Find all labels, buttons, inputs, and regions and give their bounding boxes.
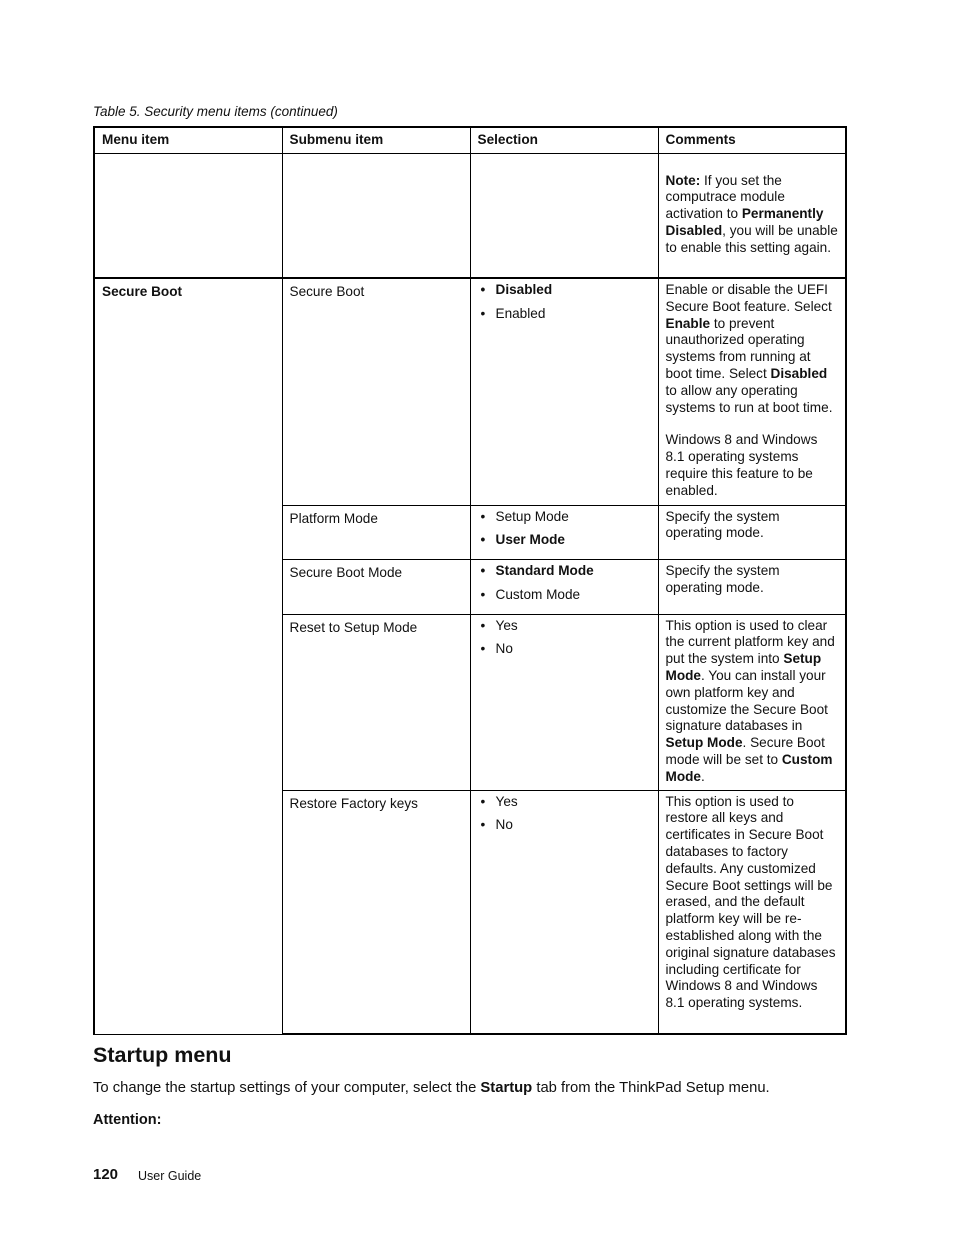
section-title: Startup menu bbox=[93, 1043, 232, 1067]
page-number: 120 bbox=[93, 1166, 119, 1183]
security-menu-table bbox=[93, 126, 847, 1035]
list-item: • Custom Mode bbox=[478, 587, 651, 604]
section-intro bbox=[93, 1080, 770, 1096]
cell-empty bbox=[94, 153, 282, 278]
cell-submenu: Platform Mode bbox=[282, 505, 470, 560]
header-submenu-item: Submenu item bbox=[282, 127, 470, 153]
cell-selection bbox=[470, 505, 658, 560]
list-item: • No bbox=[478, 817, 651, 834]
header-selection: Selection bbox=[470, 127, 658, 153]
cell-submenu: Reset to Setup Mode bbox=[282, 614, 470, 790]
comment-bold: Setup Mode bbox=[665, 651, 822, 684]
list-item: • Yes bbox=[478, 794, 651, 811]
cell-comment bbox=[658, 614, 846, 790]
note-label: Note: bbox=[665, 172, 701, 188]
note-text-end: , you will be unable to enable this setting again. bbox=[665, 222, 838, 255]
list-item: • No bbox=[478, 641, 651, 658]
comment-bold: Disabled bbox=[770, 365, 828, 381]
note-text: If you set the computrace module activation to bbox=[665, 172, 785, 222]
comment-text: to prevent unauthorized operating systems from running at boot time. Select bbox=[665, 315, 811, 381]
comment-bold: Enable bbox=[665, 315, 711, 331]
table-caption: Table 5. Security menu items (continued) bbox=[93, 104, 338, 119]
comment-paragraph bbox=[666, 282, 839, 416]
attention-label: Attention: bbox=[93, 1112, 162, 1128]
cell-comment-note bbox=[658, 153, 846, 278]
list-item: • Standard Mode bbox=[478, 563, 651, 580]
cell-selection bbox=[470, 560, 658, 615]
footer-doc-title: User Guide bbox=[138, 1169, 202, 1183]
header-comments: Comments bbox=[658, 127, 846, 153]
table-row-continued bbox=[94, 153, 846, 278]
comment-paragraph: Windows 8 and Windows 8.1 operating systems require this feature to be enabled. bbox=[665, 432, 818, 498]
comment-text: . bbox=[701, 768, 705, 784]
comment-text: . You can install your own platform key and customize the Secure Boot signature databases in bbox=[665, 668, 828, 734]
cell-comment bbox=[658, 278, 846, 505]
comment-text: . Secure Boot mode will be set to bbox=[665, 735, 825, 768]
intro-text-end: tab from the ThinkPad Setup menu. bbox=[532, 1080, 770, 1096]
note-bold: Permanently Disabled bbox=[665, 206, 824, 238]
list-item: • User Mode bbox=[478, 532, 651, 549]
cell-selection bbox=[470, 790, 658, 1034]
table-header-row bbox=[94, 127, 846, 153]
list-item: • Yes bbox=[478, 618, 651, 635]
list-item: • Setup Mode bbox=[478, 509, 651, 526]
cell-comment: Specify the system operating mode. bbox=[658, 505, 846, 560]
comment-text: Enable or disable the UEFI Secure Boot feature. Select bbox=[665, 282, 832, 314]
comment-text: This option is used to clear the current platform key and put the system into bbox=[665, 617, 835, 667]
intro-bold: Startup bbox=[480, 1080, 533, 1096]
comment-text: to allow any operating systems to run at boot time. bbox=[665, 382, 833, 415]
header-menu-item: Menu item bbox=[94, 127, 282, 153]
list-item: • Enabled bbox=[478, 306, 651, 323]
cell-submenu: Secure Boot bbox=[282, 278, 470, 505]
list-item: • Disabled bbox=[478, 282, 651, 299]
comment-bold: Setup Mode bbox=[665, 735, 743, 751]
cell-empty bbox=[470, 153, 658, 278]
cell-empty bbox=[282, 153, 470, 278]
intro-text: To change the startup settings of your computer, select the bbox=[93, 1080, 481, 1096]
cell-submenu: Secure Boot Mode bbox=[282, 560, 470, 615]
cell-submenu: Restore Factory keys bbox=[282, 790, 470, 1034]
paragraph-gap bbox=[666, 416, 839, 432]
cell-selection bbox=[470, 278, 658, 505]
table-row bbox=[94, 278, 846, 505]
comment-bold: Custom Mode bbox=[665, 752, 833, 784]
cell-comment: This option is used to restore all keys and certificates in Secure Boot databases to factory defaults. Any customized Secure Boot settings will be erased, and the default platform key will be re-established along with the original signature databases including certificate for Windows 8 and Windows 8.1 operating systems. bbox=[658, 790, 846, 1034]
cell-comment: Specify the system operating mode. bbox=[658, 560, 846, 615]
cell-selection bbox=[470, 614, 658, 790]
cell-menu-secure-boot: Secure Boot bbox=[94, 278, 282, 1034]
